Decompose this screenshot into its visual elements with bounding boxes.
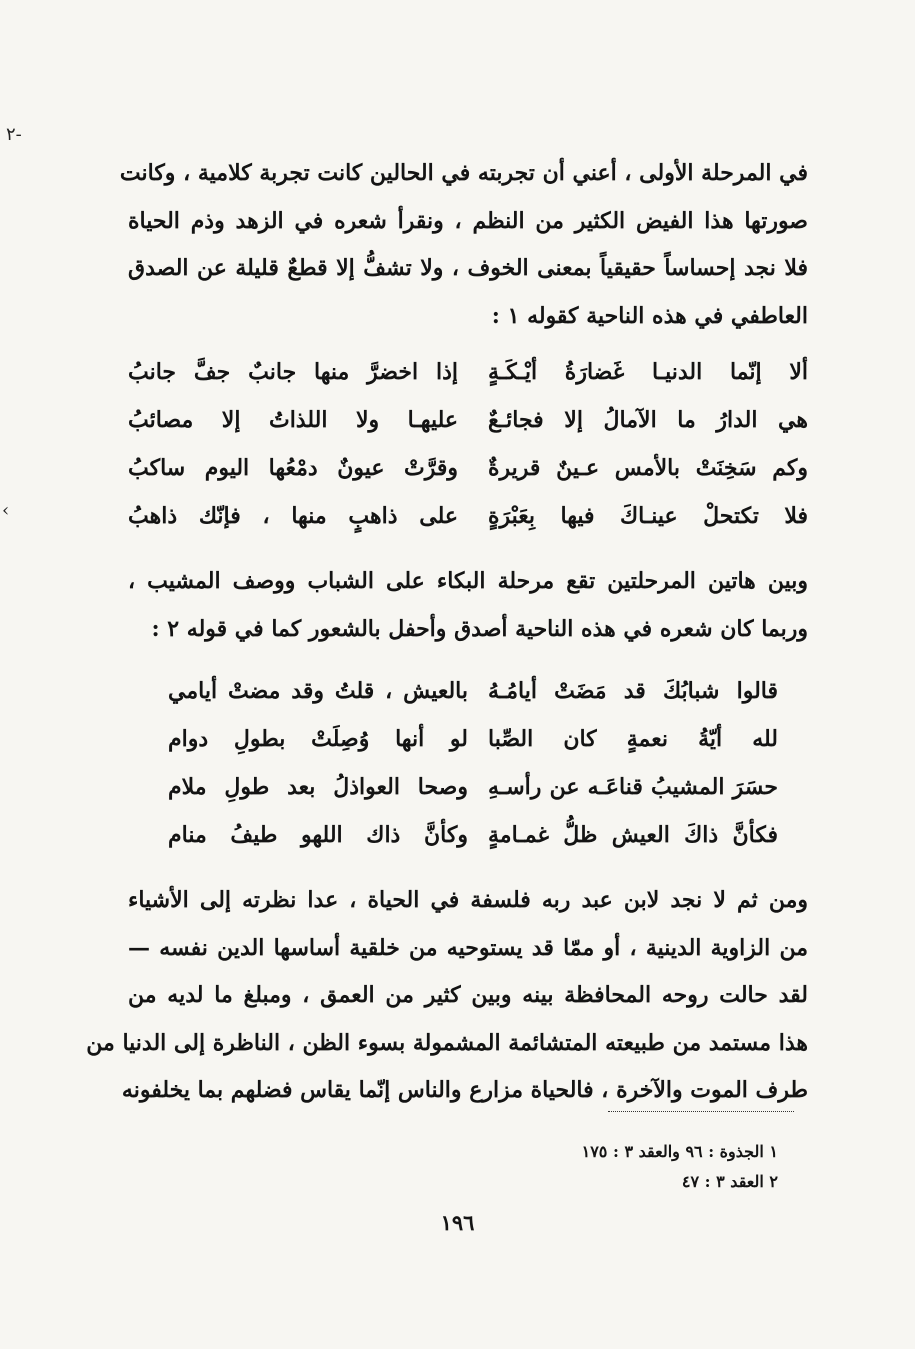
- text-line: فلا نجد إحساساً حقيقياً بمعنى الخوف ، ولا تشفُّ إلا قطعٌ قليلة عن الصدق: [128, 255, 808, 281]
- verse: [168, 763, 778, 811]
- verse: [128, 444, 808, 492]
- text-line: وبين هاتين المرحلتين تقع مرحلة البكاء على الشباب ووصف المشيب ،: [128, 568, 808, 594]
- verse-second-hemistich: وقرَّتْ عيونٌ دمْعُها اليوم ساكبُ: [128, 455, 458, 481]
- paragraph-1: [119, 150, 808, 340]
- text-line: طرف الموت والآخرة ، فالحياة مزارع والناس إنّما يقاس فضلهم بما يخلفونه: [121, 1077, 808, 1103]
- verse-second-hemistich: وصحا العواذلُ بعد طولِ ملام: [168, 774, 468, 800]
- text-line: العاطفي في هذه الناحية كقوله ١ :: [491, 302, 808, 329]
- verse: [128, 492, 808, 540]
- margin-mark-top: -٢: [6, 124, 22, 145]
- verse-first-hemistich: ألا إنّما الدنيـا غَضارَةُ أيْـكَـةٍ: [488, 359, 808, 385]
- poem-1: [128, 348, 808, 540]
- verse-second-hemistich: لو أنها وُصِلَتْ بطولِ دوام: [168, 726, 468, 752]
- footnotes: [582, 1137, 778, 1197]
- verse-first-hemistich: قالوا شبابُكَ قد مَضَتْ أيامُـهُ: [488, 678, 778, 704]
- verse-second-hemistich: عليهـا ولا اللذاتُ إلا مصائبُ: [128, 407, 458, 433]
- text-line: ومن ثم لا نجد لابن عبد ربه فلسفة في الحياة ، عدا نظرته إلى الأشياء: [128, 887, 808, 913]
- verse-first-hemistich: فلا تكتحلْ عينـاكَ فيها بِعَبْرَةٍ: [488, 503, 808, 529]
- poem-2: [128, 667, 808, 859]
- paragraph-3: [86, 877, 808, 1115]
- verse: [168, 811, 778, 859]
- paragraph-2: [128, 558, 808, 653]
- verse-second-hemistich: بالعيش ، قلتُ وقد مضتْ أيامي: [168, 678, 468, 704]
- margin-mark-middle: ›: [2, 500, 10, 521]
- verse: [168, 667, 778, 715]
- verse-first-hemistich: لله أيّةُ نعمةٍ كان الصِّبا: [488, 726, 778, 752]
- text-line: صورتها هذا الفيض الكثير من النظم ، ونقرأ شعره في الزهد وذم الحياة: [128, 207, 808, 234]
- verse: [128, 396, 808, 444]
- verse-first-hemistich: فكأنَّ ذاكَ العيش ظلُّ غمـامةٍ: [488, 822, 778, 848]
- footnote-divider: [608, 1111, 794, 1112]
- verse: [128, 348, 808, 396]
- text-line: وربما كان شعره في هذه الناحية أصدق وأحفل بالشعور كما في قوله ٢ :: [151, 615, 808, 642]
- footnote-2: ٢ العقد ٣ : ٤٧: [681, 1172, 778, 1191]
- verse-second-hemistich: إذا اخضرَّ منها جانبٌ جفَّ جانبُ: [128, 359, 458, 385]
- verse-second-hemistich: وكأنَّ ذاك اللهو طيفُ منام: [168, 822, 468, 848]
- text-line: لقد حالت روحه المحافظة بينه وبين كثير من العمق ، ومبلغ ما لديه من: [128, 982, 808, 1008]
- page-number: ١٩٦: [440, 1210, 475, 1235]
- verse: [168, 715, 778, 763]
- text-line: هذا مستمد من طبيعته المتشائمة المشمولة بسوء الظن ، الناظرة إلى الدنيا من: [86, 1029, 808, 1056]
- text-line: من الزاوية الدينية ، أو ممّا قد يستوحيه من خلقية أساسها الدين نفسه —: [128, 934, 808, 961]
- verse-first-hemistich: وكم سَخِنَتْ بالأمس عـينٌ قريرةٌ: [488, 455, 808, 481]
- verse-first-hemistich: حسَرَ المشيبُ قناعَـه عن رأسـهِ: [488, 774, 778, 800]
- footnote-1: ١ الجذوة : ٩٦ والعقد ٣ : ١٧٥: [581, 1142, 778, 1161]
- verse-first-hemistich: هي الدارُ ما الآمالُ إلا فجائـعٌ: [488, 407, 808, 433]
- page-body: [86, 150, 808, 1115]
- verse-second-hemistich: على ذاهبٍ منها ، فإنّك ذاهبُ: [128, 503, 458, 529]
- text-line: في المرحلة الأولى ، أعني أن تجربته في الحالين كانت تجربة كلامية ، وكانت: [119, 160, 808, 186]
